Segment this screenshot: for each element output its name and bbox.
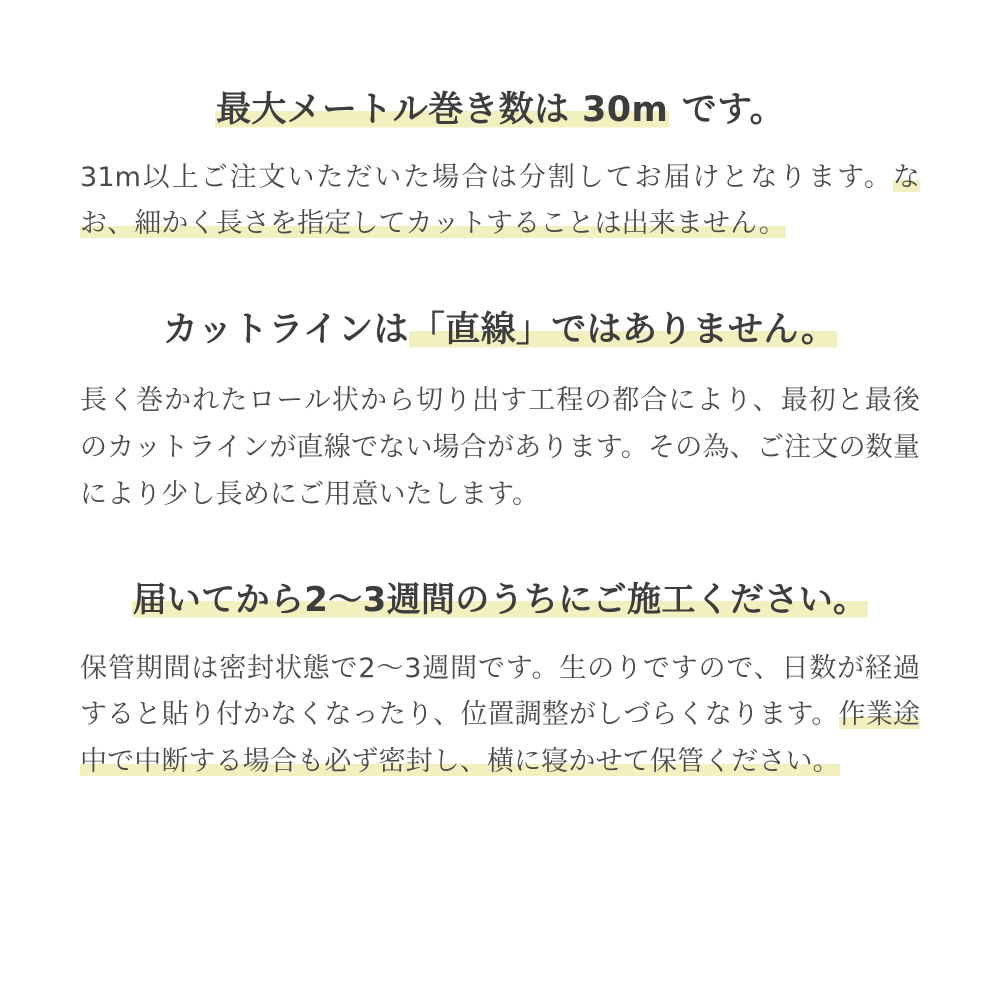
heading-highlight-text: 「直線」ではありません。 — [409, 309, 837, 350]
section-max-roll-length — [80, 84, 920, 248]
body-plain-text: 31m以上ご注文いただいた場合は分割してお届けとなります。 — [80, 161, 893, 193]
section-cut-line-not-straight — [80, 304, 920, 519]
section-install-within-2-3-weeks — [80, 575, 920, 786]
body-plain-text: 長く巻かれたロール状から切り出す工程の都合により、最初と最後のカットラインが直線でない場合があります。その為、ご注文の数量により少し長めにご用意いたします。 — [80, 385, 920, 510]
section-heading — [80, 575, 920, 626]
section-body — [80, 155, 920, 248]
section-heading — [80, 84, 920, 137]
heading-plain-text: です。 — [669, 90, 786, 130]
heading-plain-text: カットラインは — [162, 309, 409, 350]
section-body — [80, 378, 920, 518]
body-highlight-text: 作業途中で中断する場合も必ず密封し、横に寝かせて保管ください。 — [80, 699, 921, 777]
section-heading — [80, 304, 920, 357]
body-highlight-text: なお、細かく長さを指定してカットすることは出来ません。 — [80, 161, 920, 240]
body-plain-text: 保管期間は密封状態で2〜3週間です。生のりですので、日数が経過すると貼り付かなくなったり、位置調整がしづらくなります。 — [80, 652, 920, 731]
heading-highlight-text: 最大メートル巻き数は 30m — [215, 90, 669, 130]
section-body — [80, 646, 920, 786]
heading-highlight-text: 届いてから2〜3週間のうちにご施工ください。 — [132, 579, 868, 620]
